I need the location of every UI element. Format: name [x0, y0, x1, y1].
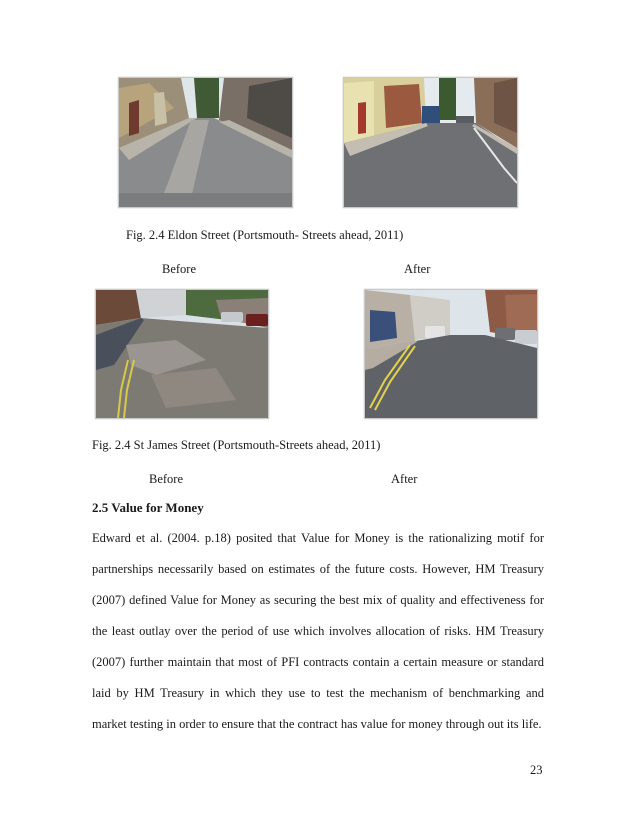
eldon-street-before-label: Before [162, 262, 197, 276]
paragraph-line: (2007) defined Value for Money as securing the best mix of quality and effectiveness for [92, 593, 544, 607]
paragraph-line: Edward et al. (2004. p.18) posited that Value for Money is the rationalizing motif for [92, 531, 544, 545]
paragraph-line: laid by HM Treasury in which they use to test the mechanism of benchmarking and [92, 686, 544, 700]
st-james-street-after-label: After [391, 472, 418, 486]
st-james-street-before-photo [95, 289, 269, 419]
eldon-street-after-photo [343, 77, 518, 208]
paragraph-line: (2007) further maintain that most of PFI contracts contain a certain measure or standard [92, 655, 544, 669]
st-james-street-after-photo [364, 289, 538, 419]
eldon-street-before-photo [118, 77, 293, 208]
eldon-street-after-label: After [404, 262, 431, 276]
paragraph-line: market testing in order to ensure that the contract has value for money through out its life. [92, 717, 542, 731]
paragraph-line: partnerships necessarily based on estimates of the future costs. However, HM Treasury [92, 562, 544, 576]
section-heading: 2.5 Value for Money [92, 500, 204, 515]
eldon-street-caption: Fig. 2.4 Eldon Street (Portsmouth- Streets ahead, 2011) [126, 228, 404, 242]
page-number: 23 [530, 763, 543, 777]
st-james-street-before-label: Before [149, 472, 184, 486]
st-james-street-caption: Fig. 2.4 St James Street (Portsmouth-Streets ahead, 2011) [92, 438, 381, 452]
paragraph-line: the least outlay over the period of use which involves allocation of risks. HM Treasury [92, 624, 544, 638]
